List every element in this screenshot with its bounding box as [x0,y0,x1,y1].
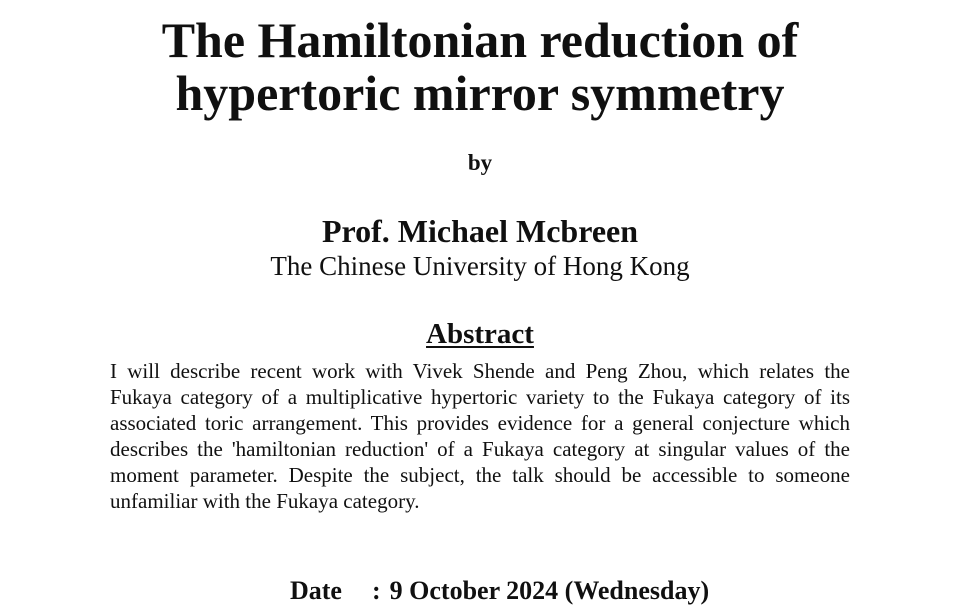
speaker-name: Prof. Michael Mcbreen [321,213,639,249]
date-row [290,578,709,604]
abstract-heading [0,317,960,351]
talk-title-line-1: The Hamiltonian reduction of [161,12,799,68]
date-value: 9 October 2024 (Wednesday) [389,576,710,605]
abstract-text: I will describe recent work with Vivek Shende and Peng Zhou, which relates the Fukaya category of a multiplicative hypertoric variety to the Fukaya category of its associated toric arrangement. This provides evidence for a general conjecture which describes the 'hamiltonian reduction' of a Fukaya category at singular values of the moment parameter. Despite the subject, the talk should be accessible to someone unfamiliar with the Fukaya category. [110,359,850,513]
date-separator: : [372,576,381,605]
date-label: Date [290,576,342,605]
abstract-heading-text: Abstract [426,318,534,350]
speaker-affiliation: The Chinese University of Hong Kong [270,251,690,281]
talk-title-line-2: hypertoric mirror symmetry [175,65,785,121]
byline: by [467,150,493,175]
talk-title [0,14,960,120]
